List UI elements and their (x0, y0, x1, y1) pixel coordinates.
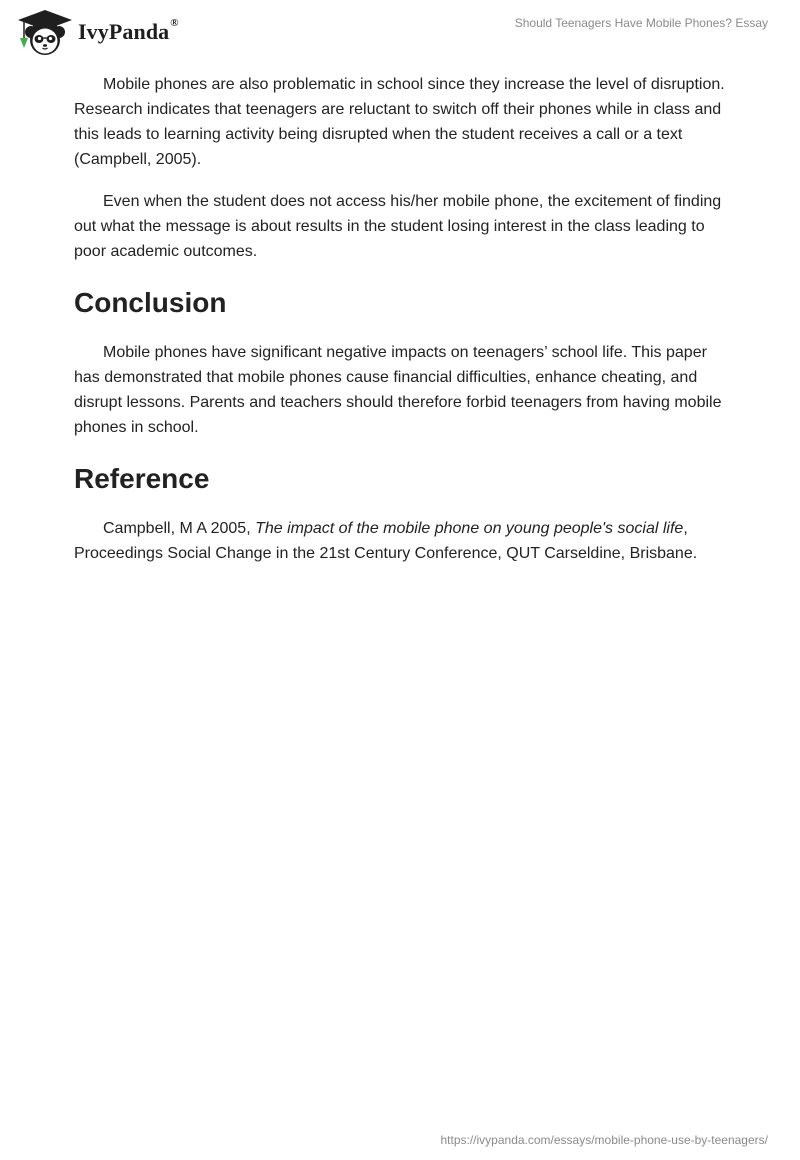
reference-details: , Proceedings Social Change in the 21st Century Conference, QUT Carseldine, Brisbane. (74, 520, 698, 562)
source-url[interactable]: https://ivypanda.com/essays/mobile-phone-use-by-teenagers/ (440, 1133, 768, 1147)
panda-graduate-logo-icon (16, 8, 74, 56)
reference-entry (74, 516, 734, 566)
registered-mark: ® (170, 17, 179, 29)
brand-logo[interactable] (16, 8, 179, 56)
reference-title: The impact of the mobile phone on young people's social life (255, 520, 684, 537)
body-paragraph: Even when the student does not access his/her mobile phone, the excitement of finding out what the message is about results in the student losing interest in the class leading to poor academic outcomes. (74, 193, 722, 260)
reference-author: Campbell, M A 2005, (103, 520, 256, 537)
body-paragraph: Mobile phones are also problematic in school since they increase the level of disruption. Research indicates that teenagers are reluctant to switch off their phones while in class and this leads to learning activity being disrupted when the student receives a call or a text (Campbell, 2005). (74, 76, 725, 168)
document-title: Should Teenagers Have Mobile Phones? Essay (514, 16, 768, 30)
page-header (0, 0, 800, 64)
reference-heading: Reference (74, 463, 210, 494)
brand-name: IvyPanda® (78, 17, 179, 44)
conclusion-paragraph: Mobile phones have significant negative impacts on teenagers’ school life. This paper has demonstrated that mobile phones cause financial difficulties, enhance cheating, and disrupt lessons. Parents and teachers should therefore forbid teenagers from having mobile phones in school. (74, 344, 722, 436)
essay-content (74, 72, 734, 583)
conclusion-heading: Conclusion (74, 287, 227, 318)
